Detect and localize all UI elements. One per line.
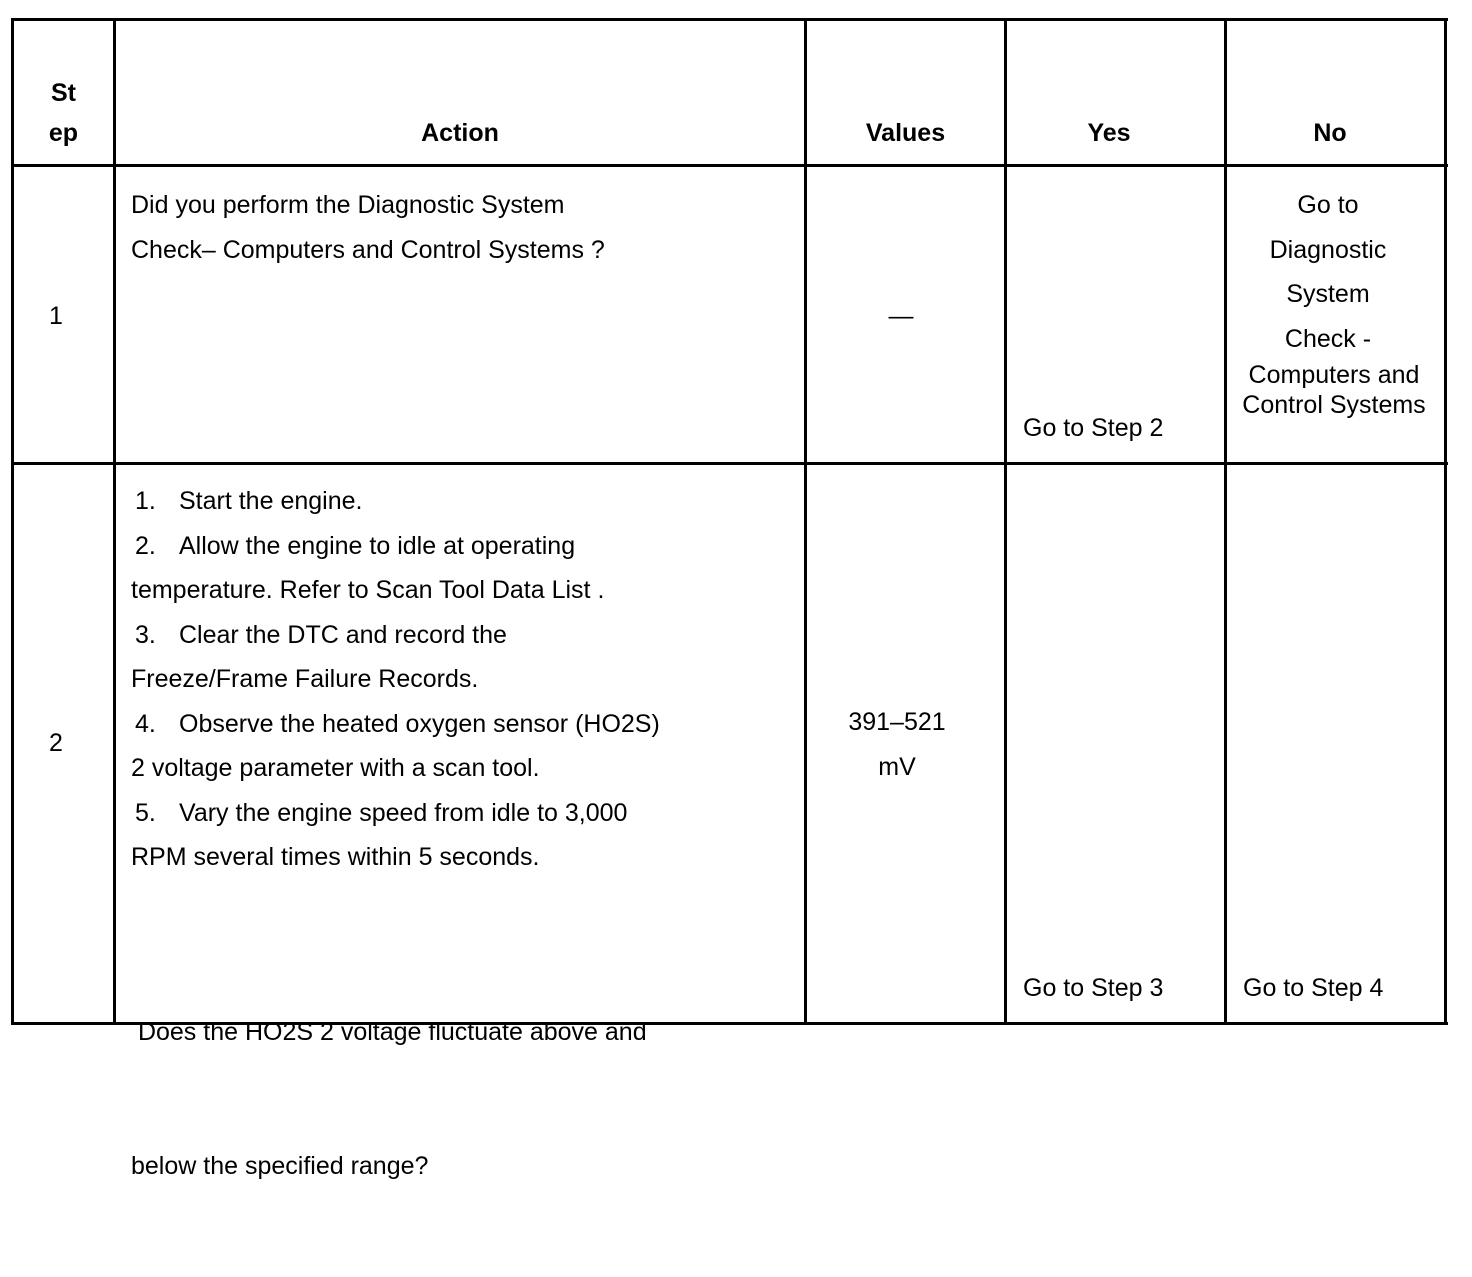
column-divider-step [113,18,116,1025]
list-item-number: 1. [135,487,156,515]
row1-action-line-1: Did you perform the Diagnostic System [131,191,565,219]
table-border-left [11,18,14,1025]
list-item-continuation: 2 voltage parameter with a scan tool. [131,754,540,782]
column-divider-yes [1224,18,1227,1025]
row1-no-line-6: Control Systems [1242,391,1426,419]
row1-yes: Go to Step 2 [1023,414,1164,442]
list-item-continuation: RPM several times within 5 seconds. [131,843,540,871]
list-item [131,702,660,747]
row2-step: 2 [49,729,63,757]
column-divider-action [804,18,807,1025]
header-values: Values [865,119,946,147]
row1-values: — [888,302,914,330]
header-yes: Yes [1087,119,1131,147]
row2-question [131,921,647,1277]
header-step-line-1: St [51,79,76,107]
header-step-line-2: ep [48,119,79,147]
row1-no [1227,183,1429,361]
row1-action [131,183,605,272]
header-step [14,73,113,153]
row1-action-line-2: Check– Computers and Control Systems ? [131,235,605,264]
list-item-text: Vary the engine speed from idle to 3,000 [179,798,628,827]
row1-no-line-2: Diagnostic [1269,235,1387,264]
column-divider-values [1004,18,1007,1025]
list-item [131,613,660,658]
header-action: Action [421,119,499,147]
row-divider [11,462,1448,465]
row1-no-line-3: System [1286,280,1370,308]
list-item-continuation: temperature. Refer to Scan Tool Data List . [131,576,605,604]
list-item-text: Clear the DTC and record the [179,620,507,649]
row2-values-line-2: mV [878,752,916,781]
row1-step: 1 [49,302,63,330]
list-item-number: 4. [135,709,156,738]
row2-values-line-1: 391–521 [848,708,946,736]
table-border-top [11,18,1448,21]
header-no: No [1313,119,1347,147]
list-item-number: 5. [135,798,156,827]
row2-no: Go to Step 4 [1243,974,1384,1002]
row2-action-steps [131,479,660,880]
list-item-number: 2. [135,531,156,560]
list-item [131,479,660,524]
header-divider [11,164,1448,167]
table-border-right [1444,18,1447,1025]
list-item-text: Observe the heated oxygen sensor (HO2S) [179,709,660,738]
list-item-number: 3. [135,620,156,649]
row1-no-line-4: Check - [1284,324,1372,353]
row2-yes: Go to Step 3 [1023,974,1164,1002]
list-item [131,524,660,569]
list-item [131,791,660,836]
row1-no-line-1: Go to [1297,191,1359,219]
row2-question-line-2: below the specified range? [131,1151,429,1180]
row2-values [807,700,987,789]
list-item-continuation: Freeze/Frame Failure Records. [131,665,479,693]
list-item-text: Start the engine. [179,487,363,515]
list-item-text: Allow the engine to idle at operating [179,531,576,560]
row1-no-tail [1229,360,1439,420]
row2-question-line-1: Does the HO2S 2 voltage fluctuate above and [131,1018,647,1046]
row1-no-line-5: Computers and [1248,361,1420,389]
